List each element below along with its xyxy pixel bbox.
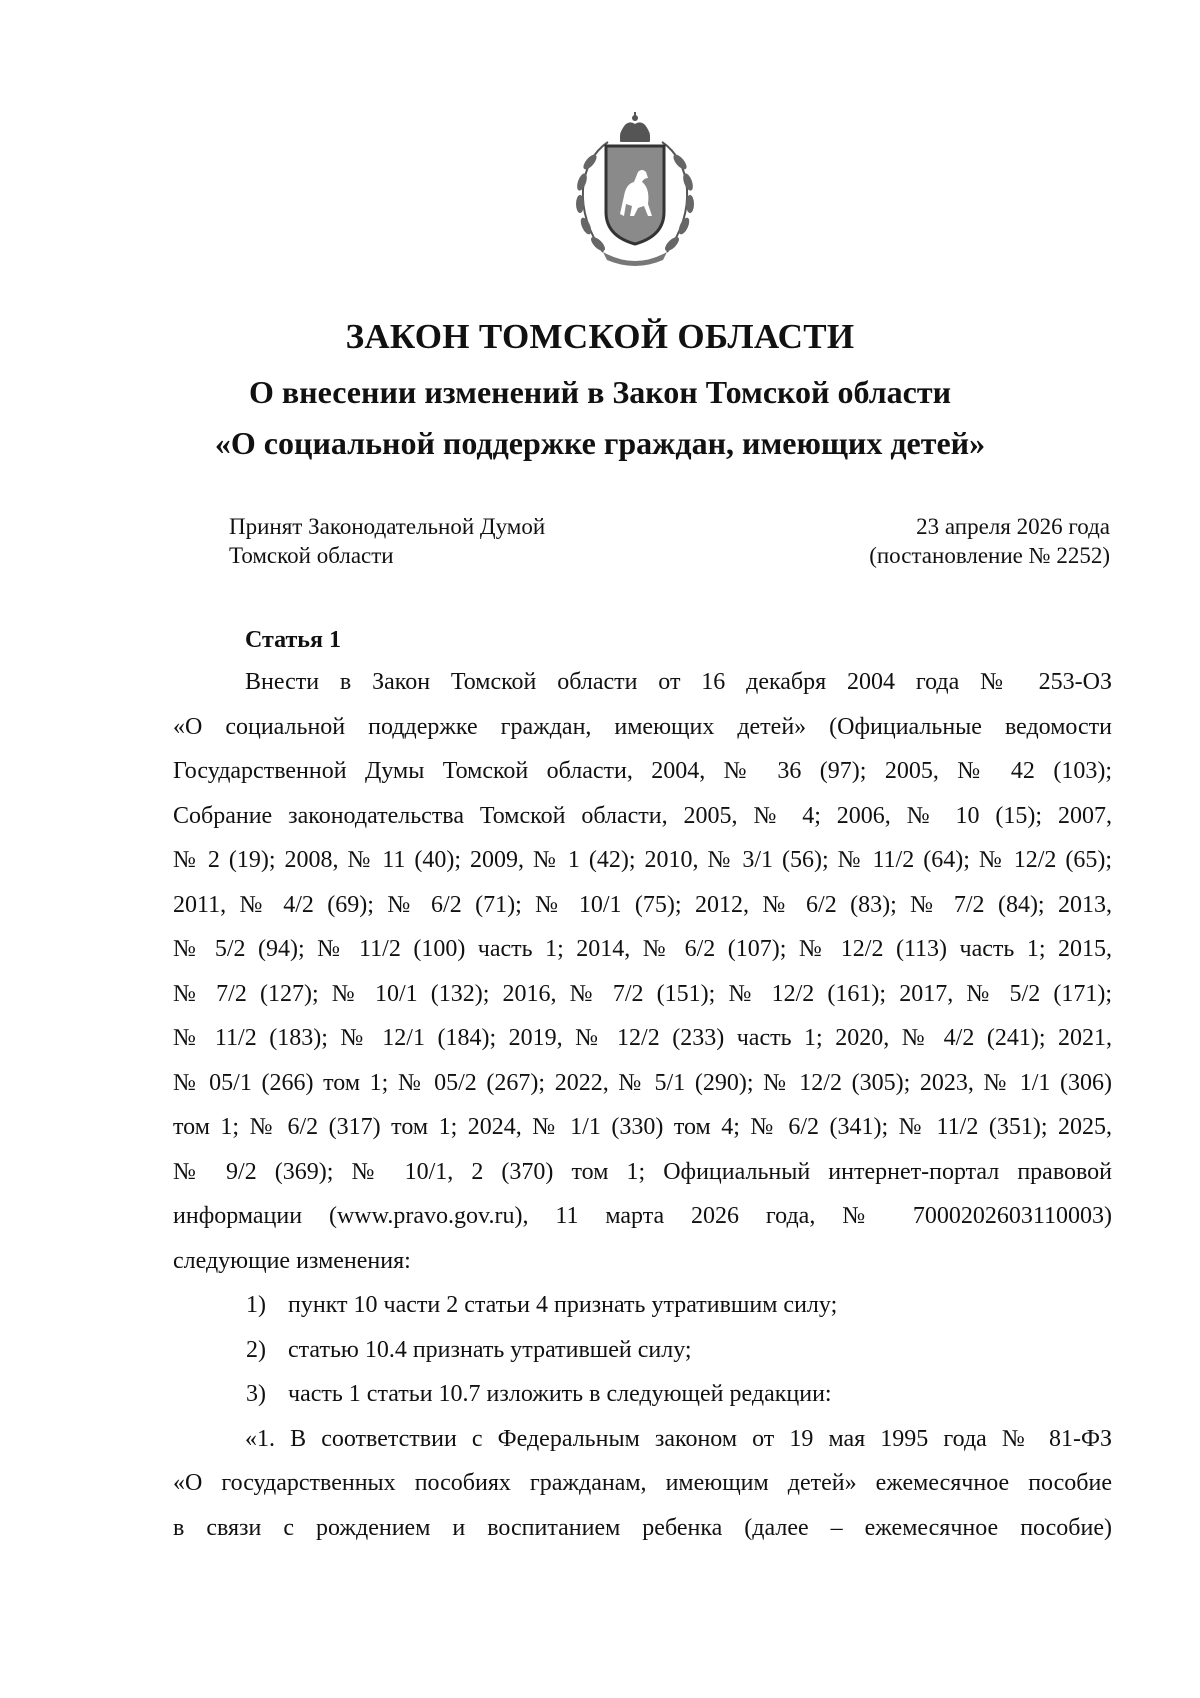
article-text-line: том 1; № 6/2 (317) том 1; 2024, № 1/1 (330) том 4; № 6/2 (341); № 11/2 (351); 2025, <box>173 1114 1112 1140</box>
adopted-by-line-1: Принят Законодательной Думой <box>229 514 546 539</box>
article-text-line: следующие изменения: <box>173 1248 411 1274</box>
article-text-line: «О социальной поддержке граждан, имеющих детей» (Официальные ведомости <box>173 714 1112 740</box>
adopted-by-line-2: Томской области <box>229 543 394 568</box>
article-text-line: № 05/1 (266) том 1; № 05/2 (267); 2022, № 5/1 (290); № 12/2 (305); 2023, № 1/1 (306) <box>173 1070 1112 1096</box>
law-subtitle-line-1: О внесении изменений в Закон Томской области <box>249 374 951 410</box>
article-heading: Статья 1 <box>245 627 341 653</box>
quoted-text-line: в связи с рождением и воспитанием ребенка (далее – ежемесячное пособие) <box>173 1515 1112 1541</box>
article-text-line: № 2 (19); 2008, № 11 (40); 2009, № 1 (42); 2010, № 3/1 (56); № 11/2 (64); № 12/2 (65); <box>173 847 1112 873</box>
resolution-number-line: (постановление № 2252) <box>869 543 1110 568</box>
article-text-line: № 5/2 (94); № 11/2 (100) часть 1; 2014, № 6/2 (107); № 12/2 (113) часть 1; 2015, <box>173 936 1112 962</box>
article-text-line: информации (www.pravo.gov.ru), 11 марта 2026 года, № 7000202603110003) <box>173 1203 1112 1229</box>
law-subtitle-line-2: «О социальной поддержке граждан, имеющих детей» <box>214 425 986 461</box>
list-item-number: 2) <box>246 1337 266 1363</box>
adoption-date-line: 23 апреля 2026 года <box>916 514 1110 539</box>
coat-of-arms-icon <box>568 112 702 268</box>
list-item <box>246 1379 832 1409</box>
article-text-line: Внести в Закон Томской области от 16 декабря 2004 года № 253-ОЗ <box>245 669 1112 695</box>
adopted-by <box>229 512 545 570</box>
adoption-date <box>840 512 1110 570</box>
law-title: ЗАКОН ТОМСКОЙ ОБЛАСТИ <box>345 317 855 356</box>
list-item <box>246 1335 692 1365</box>
article-text-line: № 7/2 (127); № 10/1 (132); 2016, № 7/2 (151); № 12/2 (161); 2017, № 5/2 (171); <box>173 981 1112 1007</box>
list-item-text: пункт 10 части 2 статьи 4 признать утратившим силу; <box>288 1292 838 1318</box>
list-item-number: 3) <box>246 1381 266 1407</box>
list-item-text: статью 10.4 признать утратившей силу; <box>288 1337 692 1363</box>
article-text-line: № 9/2 (369); № 10/1, 2 (370) том 1; Официальный интернет-портал правовой <box>173 1159 1112 1185</box>
article-text-line: 2011, № 4/2 (69); № 6/2 (71); № 10/1 (75); 2012, № 6/2 (83); № 7/2 (84); 2013, <box>173 892 1112 918</box>
list-item-text: часть 1 статьи 10.7 изложить в следующей редакции: <box>288 1381 832 1407</box>
list-item <box>246 1290 837 1320</box>
article-text-line: № 11/2 (183); № 12/1 (184); 2019, № 12/2 (233) часть 1; 2020, № 4/2 (241); 2021, <box>173 1025 1112 1051</box>
list-item-number: 1) <box>246 1292 266 1318</box>
quoted-text-line: «1. В соответствии с Федеральным законом от 19 мая 1995 года № 81-ФЗ <box>245 1426 1112 1452</box>
quoted-text-line: «О государственных пособиях гражданам, имеющим детей» ежемесячное пособие <box>173 1470 1112 1496</box>
article-text-line: Государственной Думы Томской области, 2004, № 36 (97); 2005, № 42 (103); <box>173 758 1112 784</box>
article-text-line: Собрание законодательства Томской области, 2005, № 4; 2006, № 10 (15); 2007, <box>173 803 1112 829</box>
